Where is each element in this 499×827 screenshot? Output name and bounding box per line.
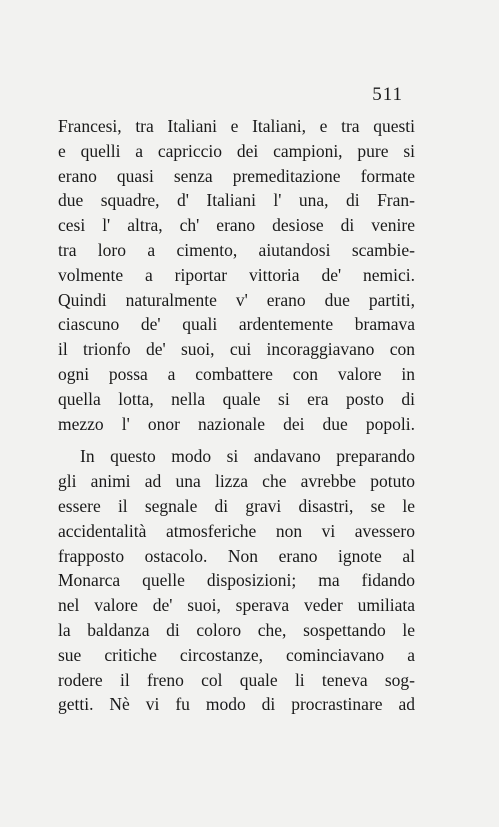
text-line: gli animi ad una lizza che avrebbe potuto — [58, 471, 415, 492]
paragraph-gap — [58, 436, 415, 444]
text-line: volmente a riportar vittoria de' nemici. — [58, 264, 415, 285]
text-line: essere il segnale di gravi disastri, se le — [58, 495, 415, 516]
text-line: la baldanza di coloro che, sospettando le — [58, 619, 415, 640]
text-line: quella lotta, nella quale si era posto di — [58, 388, 415, 409]
text-line: sue critiche circostanze, cominciavano a — [58, 644, 415, 665]
text-line: ciascuno de' quali ardentemente bramava — [58, 314, 415, 335]
text-line: ogni possa a combattere con valore in — [58, 363, 415, 384]
text-line: tra loro a cimento, aiutandosi scambie- — [58, 239, 415, 260]
text-line: due squadre, d' Italiani l' una, di Fran- — [58, 190, 415, 211]
paragraph — [58, 444, 415, 717]
text-line: In questo modo si andavano preparando — [80, 446, 415, 467]
text-line: e quelli a capriccio dei campioni, pure si — [58, 140, 415, 161]
page-number: 511 — [372, 84, 403, 105]
text-line: cesi l' altra, ch' erano desiose di venire — [58, 215, 415, 236]
text-line: frapposto ostacolo. Non erano ignote al — [58, 545, 415, 566]
text-line: il trionfo de' suoi, cui incoraggiavano con — [58, 339, 415, 360]
text-line: getti. Nè vi fu modo di procrastinare ad — [58, 694, 415, 715]
text-line: Francesi, tra Italiani e Italiani, e tra questi — [58, 116, 415, 136]
text-line: accidentalità atmosferiche non vi avessero — [58, 520, 415, 541]
text-line: mezzo l' onor nazionale dei due popoli. — [58, 413, 415, 434]
text-line: Monarca quelle disposizioni; ma fidando — [58, 570, 415, 591]
text-line: Quindi naturalmente v' erano due partiti, — [58, 289, 415, 310]
text-line: nel valore de' suoi, sperava veder umiliata — [58, 595, 415, 616]
body-text — [58, 114, 415, 717]
text-line: rodere il freno col quale li teneva sog- — [58, 669, 415, 690]
text-line: erano quasi senza premeditazione formate — [58, 165, 415, 186]
paragraph — [58, 114, 415, 436]
